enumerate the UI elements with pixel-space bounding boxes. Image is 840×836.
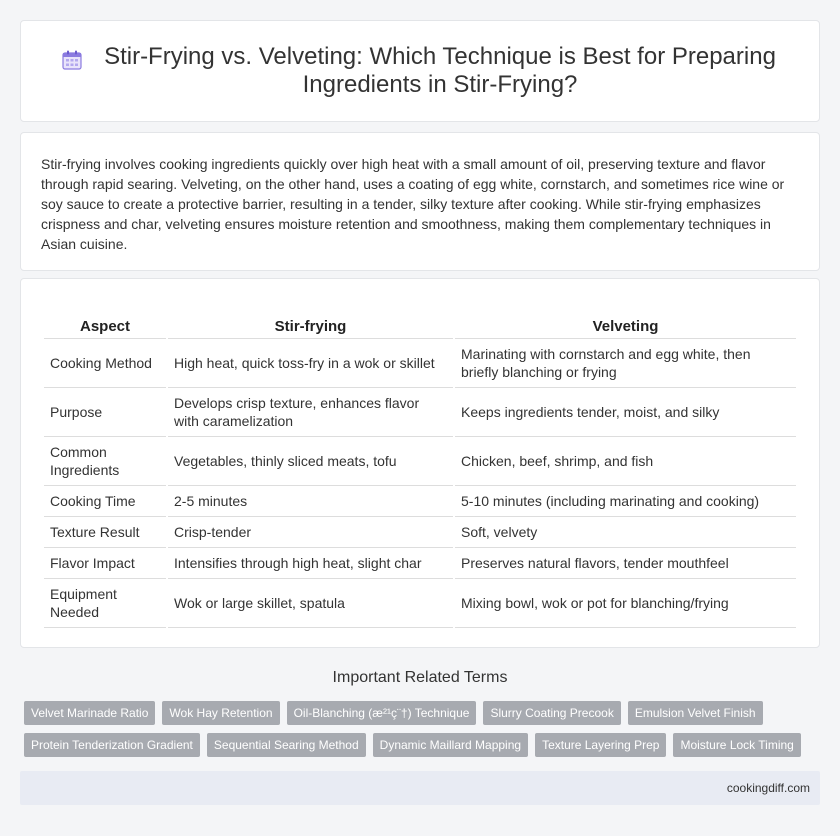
row-velveting: Keeps ingredients tender, moist, and silky <box>455 388 796 437</box>
row-stir-frying: Intensifies through high heat, slight char <box>168 548 453 579</box>
comparison-table-card <box>20 278 820 648</box>
related-term-tag[interactable]: Texture Layering Prep <box>535 733 666 757</box>
tag-row <box>24 701 824 725</box>
row-velveting: Mixing bowl, wok or pot for blanching/frying <box>455 579 796 628</box>
row-velveting: Preserves natural flavors, tender mouthfeel <box>455 548 796 579</box>
related-term-tag[interactable]: Slurry Coating Precook <box>483 701 620 725</box>
related-term-tag[interactable]: Moisture Lock Timing <box>673 733 800 757</box>
table-row <box>44 579 796 628</box>
row-stir-frying: Vegetables, thinly sliced meats, tofu <box>168 437 453 486</box>
related-term-tag[interactable]: Dynamic Maillard Mapping <box>373 733 528 757</box>
calendar-icon <box>61 49 83 71</box>
related-term-tag[interactable]: Emulsion Velvet Finish <box>628 701 763 725</box>
row-aspect: Purpose <box>44 388 166 437</box>
row-stir-frying: 2-5 minutes <box>168 486 453 517</box>
row-stir-frying: Crisp-tender <box>168 517 453 548</box>
table-header-row <box>44 316 796 339</box>
header-velveting: Velveting <box>455 316 796 339</box>
footer <box>20 771 820 805</box>
intro-paragraph: Stir-frying involves cooking ingredients quickly over high heat with a small amount of oil, preserving texture and flavor through rapid searing. Velveting, on the other hand, uses a coating of egg white, cornstarch, and sometimes rice wine or soy sauce to create a protective barrier, resulting in a tender, silky texture after cooking. While stir-frying emphasizes crispness and char, velveting ensures moisture retention and smoothness, making them complementary techniques in Asian cuisine. <box>41 156 785 252</box>
header-aspect: Aspect <box>44 316 166 339</box>
row-aspect: Flavor Impact <box>44 548 166 579</box>
row-stir-frying: High heat, quick toss-fry in a wok or skillet <box>168 339 453 388</box>
row-aspect: Cooking Time <box>44 486 166 517</box>
intro-card <box>20 132 820 271</box>
related-term-tag[interactable]: Sequential Searing Method <box>207 733 366 757</box>
row-aspect: Cooking Method <box>44 339 166 388</box>
related-term-tag[interactable]: Protein Tenderization Gradient <box>24 733 200 757</box>
row-velveting: 5-10 minutes (including marinating and cooking) <box>455 486 796 517</box>
row-velveting: Chicken, beef, shrimp, and fish <box>455 437 796 486</box>
row-aspect: Common Ingredients <box>44 437 166 486</box>
related-term-tag[interactable]: Velvet Marinade Ratio <box>24 701 155 725</box>
header-stir-frying: Stir-frying <box>168 316 453 339</box>
comparison-table <box>42 316 798 628</box>
related-terms-title: Important Related Terms <box>332 669 508 686</box>
table-row <box>44 437 796 486</box>
row-aspect: Equipment Needed <box>44 579 166 628</box>
row-aspect: Texture Result <box>44 517 166 548</box>
table-row <box>44 486 796 517</box>
table-row <box>44 339 796 388</box>
related-terms-tags <box>24 701 824 765</box>
related-term-tag[interactable]: Wok Hay Retention <box>162 701 279 725</box>
row-velveting: Marinating with cornstarch and egg white, then briefly blanching or frying <box>455 339 796 388</box>
row-stir-frying: Wok or large skillet, spatula <box>168 579 453 628</box>
tag-row <box>24 733 824 757</box>
row-velveting: Soft, velvety <box>455 517 796 548</box>
footer-site-link[interactable]: cookingdiff.com <box>726 781 810 795</box>
table-row <box>44 548 796 579</box>
page-title: Stir-Frying vs. Velveting: Which Technique is Best for Preparing Ingredients in Stir-Frying? <box>104 43 776 98</box>
table-row <box>44 388 796 437</box>
title-card <box>20 20 820 122</box>
row-stir-frying: Develops crisp texture, enhances flavor with caramelization <box>168 388 453 437</box>
table-row <box>44 517 796 548</box>
related-term-tag[interactable]: Oil-Blanching (æ²¹ç¨†) Technique <box>287 701 477 725</box>
